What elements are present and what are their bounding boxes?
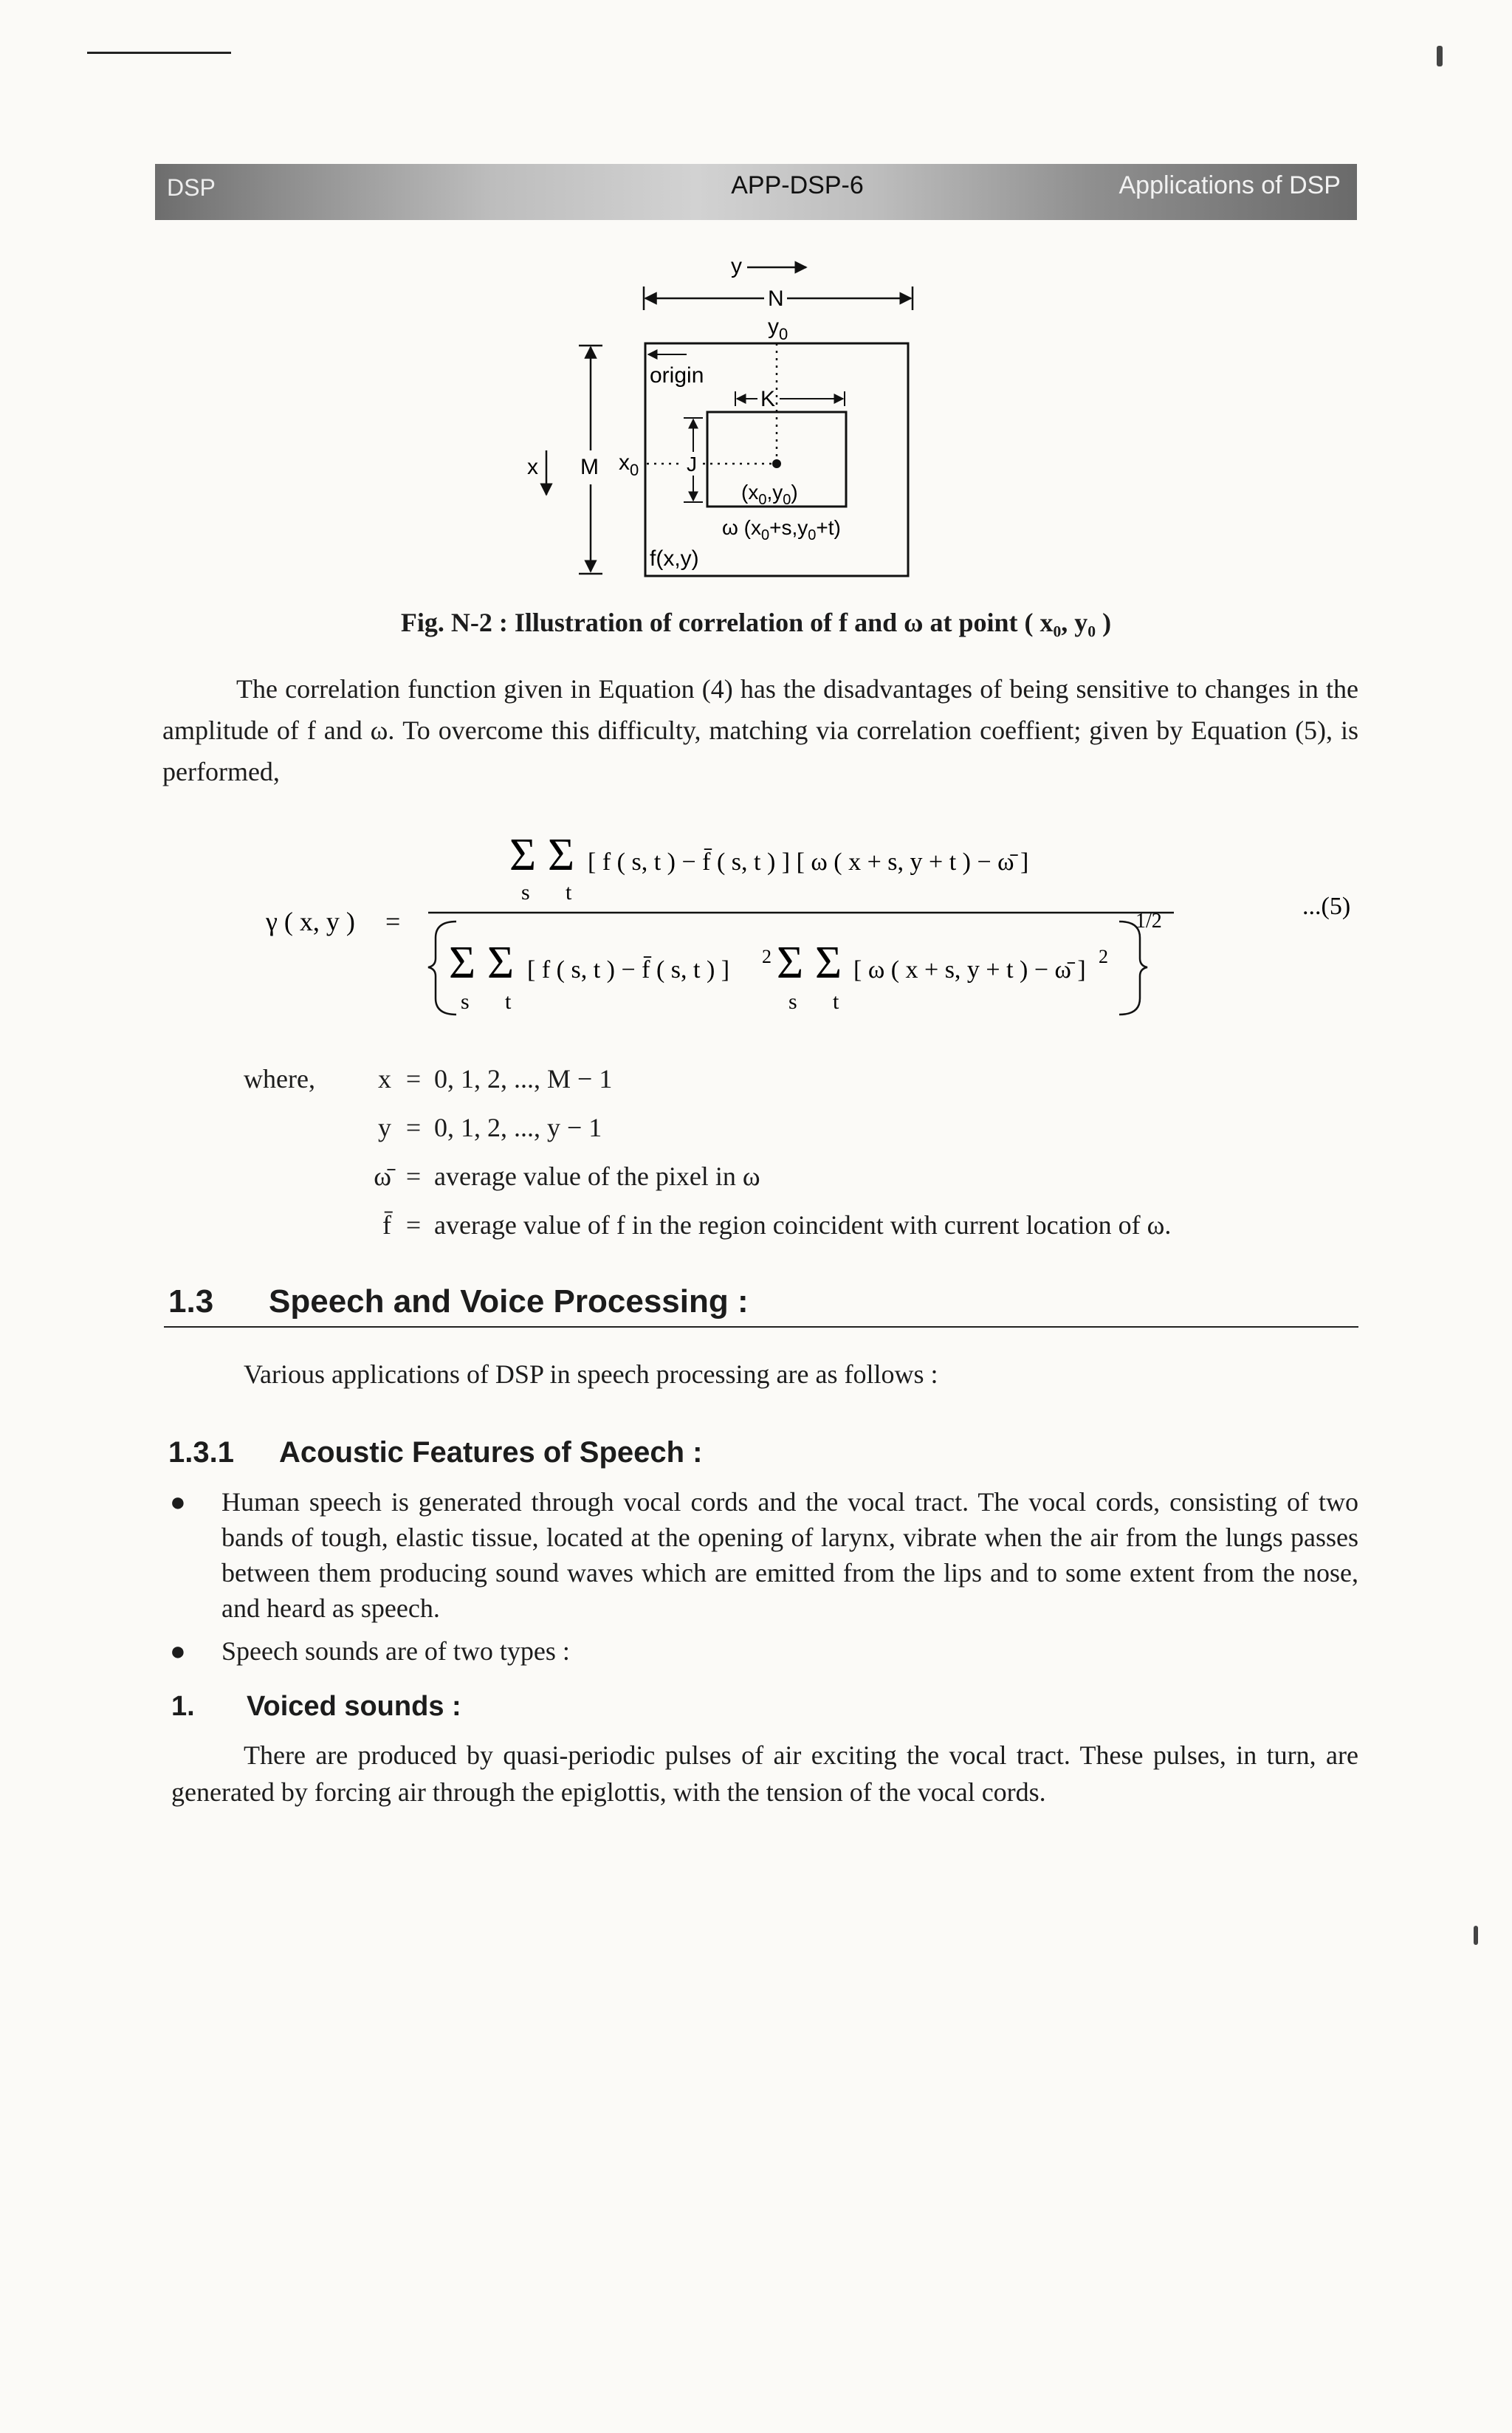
bullet-dot: ● — [170, 1636, 186, 1666]
heading-voiced-sounds — [171, 1691, 461, 1723]
den-part1: [ f ( s, t ) − f̄ ( s, t ) ] — [527, 956, 730, 984]
equation-5 — [0, 827, 1512, 1034]
paragraph-voiced-sounds: There are produced by quasi-periodic pulses of air exciting the vocal tract. These pulses, in turn, are generated by forcing air through the epiglottis, with the tension of the vocal cords. — [171, 1740, 1358, 1807]
den-sub-t2: t — [833, 989, 839, 1014]
header-right-text: Applications of DSP — [1118, 171, 1341, 199]
equation-number: ...(5) — [1302, 893, 1351, 920]
point-label: $(x_0,y_0)$ — [741, 481, 798, 508]
section-heading-1-3 — [168, 1283, 749, 1320]
n-dimension — [644, 286, 913, 311]
subsection-number: 1.3.1 — [168, 1436, 234, 1469]
num-sub-s: s — [521, 880, 530, 905]
den-part2: [ ω ( x + s, y + t ) − ω̄ ] — [853, 956, 1086, 984]
num-sub-t: t — [566, 880, 572, 905]
section-heading-1-3-1 — [168, 1436, 702, 1469]
figure-caption: Fig. N-2 : Illustration of correlation of f and ω at point ( x₀, y₀ ) — [400, 608, 1112, 637]
bullet-dot: ● — [170, 1487, 186, 1517]
scan-speck — [1437, 46, 1443, 66]
m-label: M — [580, 455, 599, 479]
equation-equals: = — [385, 907, 401, 936]
image-label: f(x,y) — [650, 546, 699, 571]
top-margin-rule — [87, 52, 231, 54]
header-page-id: APP-DSP-6 — [731, 171, 864, 199]
origin-label: origin — [650, 363, 704, 388]
paragraph-intro-speech: Various applications of DSP in speech processing are as follows : — [244, 1359, 938, 1389]
paragraph-correlation: The correlation function given in Equation (4) has the disadvantages of being sensitive to changes in the amplitude of f and ω. To overcome this difficulty, matching via correlation coeffient; given by Equation (5), is performed, — [162, 674, 1358, 786]
y0-label: $y_0$ — [768, 315, 788, 343]
y-arrow-label: y — [731, 254, 742, 278]
section-rule — [164, 1326, 1358, 1328]
den-sigma-s1: Σ — [449, 938, 476, 988]
den-sigma-t2: Σ — [815, 938, 842, 988]
bullet-text: Human speech is generated through vocal cords and the vocal tract. The vocal cords, consisting of two bands of tough, elastic tissue, located at the opening of larynx, vibrate when the air from the lungs passes between them producing sound waves which are emitted from the lips and to some extent from the nose, and heard as speech. — [221, 1487, 1358, 1623]
den-sub-s2: s — [788, 989, 797, 1014]
bullet-text: Speech sounds are of two types : — [221, 1636, 570, 1666]
equation-numerator: [ f ( s, t ) − f̄ ( s, t ) ] [ ω ( x + s, y + t ) − ω̄ ] — [588, 848, 1029, 876]
template-label: ω $(x_0+s,y_0+t)$ — [722, 516, 841, 543]
list-title: Voiced sounds : — [247, 1691, 461, 1722]
den-sub-s1: s — [461, 989, 470, 1014]
point-x0-y0 — [772, 459, 781, 468]
where-label: where, — [244, 1064, 315, 1094]
k-label: K — [760, 387, 776, 411]
den-sigma-t1: Σ — [487, 938, 515, 988]
den-sigma-s2: Σ — [777, 938, 804, 988]
den-square: 2 — [762, 946, 772, 967]
n-label: N — [768, 286, 784, 311]
section-title: Speech and Voice Processing : — [269, 1283, 749, 1320]
section-number: 1.3 — [168, 1283, 214, 1320]
den-square-2: 2 — [1099, 946, 1108, 967]
x-label: x — [527, 455, 538, 479]
y-direction-arrow — [731, 254, 806, 278]
equation-power: 1/2 — [1135, 910, 1162, 933]
header-left-text: DSP — [167, 174, 216, 201]
den-sub-t1: t — [505, 989, 512, 1014]
bullet-item — [170, 1633, 1358, 1670]
x0-label: $x_0$ — [619, 450, 639, 479]
bullet-item — [170, 1484, 1358, 1632]
num-sigma-t: Σ — [548, 830, 575, 880]
scan-speck — [1474, 1926, 1478, 1945]
j-label: J — [687, 453, 697, 476]
subsection-title: Acoustic Features of Speech : — [279, 1436, 703, 1469]
correlation-diagram — [509, 251, 952, 598]
equation-lhs: γ ( x, y ) — [266, 907, 355, 936]
num-sigma-s: Σ — [509, 830, 537, 880]
list-number: 1. — [171, 1691, 195, 1722]
